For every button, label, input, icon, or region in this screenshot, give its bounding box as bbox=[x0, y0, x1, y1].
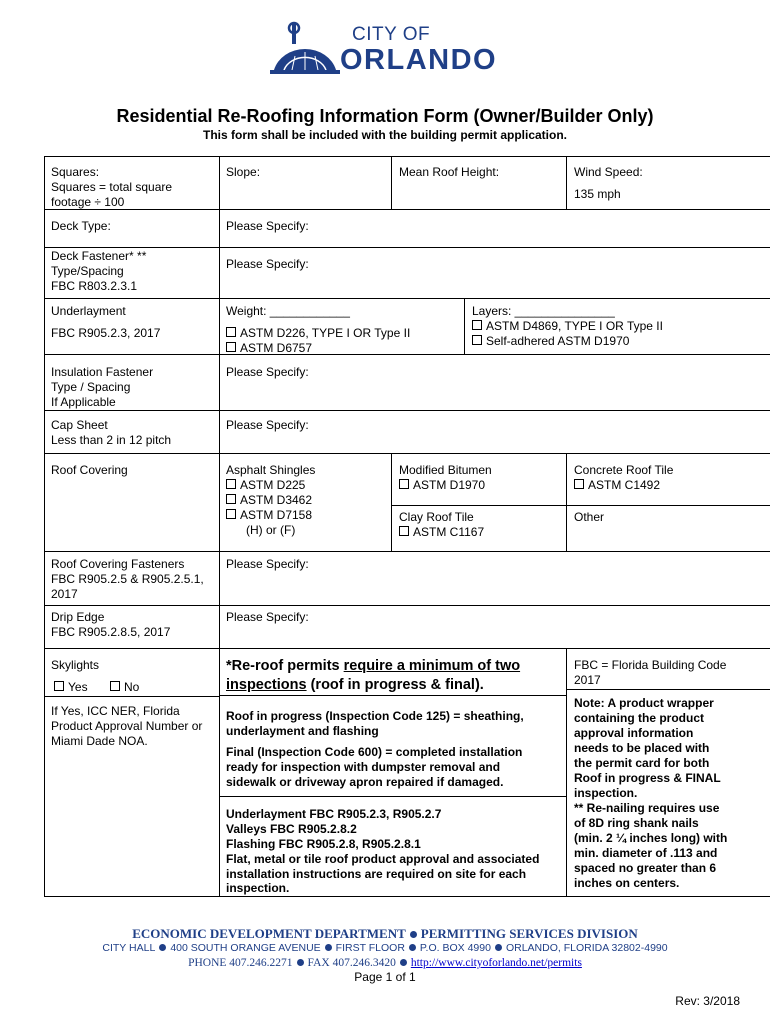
modified-bitumen-label: Modified Bitumen bbox=[399, 463, 492, 477]
asphalt-option-d3462[interactable]: ASTM D3462 bbox=[226, 493, 312, 508]
checkbox-icon[interactable] bbox=[226, 327, 236, 337]
cap-sheet-label: Cap Sheet bbox=[51, 418, 108, 432]
insulation-type: Type / Spacing bbox=[51, 380, 131, 394]
revision-date: Rev: 3/2018 bbox=[675, 994, 740, 1008]
if-yes-label: If Yes, ICC NER, Florida bbox=[51, 704, 180, 718]
logo-orlando-text: ORLANDO bbox=[340, 44, 498, 76]
city-hall-dome-icon bbox=[270, 20, 340, 76]
bullet-icon bbox=[325, 944, 332, 951]
note-line-1: Note: A product wrapper bbox=[574, 696, 714, 710]
codes-line-2: Valleys FBC R905.2.8.2 bbox=[226, 822, 357, 836]
codes-line-4: Flat, metal or tile roof product approval and associated bbox=[226, 852, 540, 866]
skylights-yes-option[interactable]: Yes bbox=[54, 680, 88, 695]
city-logo bbox=[270, 20, 510, 78]
checkbox-icon[interactable] bbox=[110, 681, 120, 691]
layers-option-d1970[interactable]: Self-adhered ASTM D1970 bbox=[472, 334, 629, 349]
concrete-tile-option[interactable]: ASTM C1492 bbox=[574, 478, 660, 493]
footer-address: CITY HALL 400 SOUTH ORANGE AVENUE FIRST FLOOR P.O. BOX 4990 ORLANDO, FLORIDA 32802-4990 bbox=[102, 942, 668, 954]
note-line-12: spaced no greater than 6 bbox=[574, 861, 717, 875]
if-yes-label-3: Miami Dade NOA. bbox=[51, 734, 148, 748]
weight-option-d6757[interactable]: ASTM D6757 bbox=[226, 341, 312, 356]
bullet-icon bbox=[410, 931, 417, 938]
checkbox-icon[interactable] bbox=[399, 479, 409, 489]
note-line-10: (min. 2 ¼ inches long) with bbox=[574, 831, 728, 845]
bullet-icon bbox=[159, 944, 166, 951]
clay-tile-label: Clay Roof Tile bbox=[399, 510, 474, 524]
deck-fastener-type: Type/Spacing bbox=[51, 264, 124, 278]
weight-option-d226[interactable]: ASTM D226, TYPE I OR Type II bbox=[226, 326, 410, 341]
final-line-2: ready for inspection with dumpster removal and bbox=[226, 760, 501, 774]
logo-city-text: CITY OF bbox=[352, 24, 431, 45]
note-line-13: inches on centers. bbox=[574, 876, 680, 890]
note-line-5: the permit card for both bbox=[574, 756, 710, 770]
permits-link[interactable]: http://www.cityoforlando.net/permits bbox=[410, 957, 582, 969]
drip-edge-code: FBC R905.2.8.5, 2017 bbox=[51, 625, 171, 639]
codes-line-1: Underlayment FBC R905.2.3, R905.2.7 bbox=[226, 807, 442, 821]
squares-label: Squares: bbox=[51, 165, 100, 179]
slope-field[interactable]: Slope: bbox=[226, 165, 261, 179]
page-number: Page 1 of 1 bbox=[354, 970, 416, 984]
in-progress-line-2: underlayment and flashing bbox=[226, 724, 379, 738]
footer-department: ECONOMIC DEVELOPMENT DEPARTMENT PERMITTING SERVICES DIVISION bbox=[132, 926, 638, 941]
cap-sheet-field[interactable]: Please Specify: bbox=[226, 418, 309, 432]
squares-formula-2: footage ÷ 100 bbox=[51, 195, 125, 209]
layers-field[interactable]: Layers: _______________ bbox=[472, 304, 615, 318]
codes-line-5: installation instructions are required on site for each bbox=[226, 867, 527, 881]
rc-fasteners-code: FBC R905.2.5 & R905.2.5.1, bbox=[51, 572, 204, 586]
note-line-11: min. diameter of .113 and bbox=[574, 846, 718, 860]
wind-speed-value: 135 mph bbox=[574, 187, 621, 201]
roof-covering-label: Roof Covering bbox=[51, 463, 128, 477]
drip-edge-label: Drip Edge bbox=[51, 610, 105, 624]
final-line-1: Final (Inspection Code 600) = completed installation bbox=[226, 745, 523, 759]
form-subtitle: This form shall be included with the building permit application. bbox=[202, 128, 568, 142]
bullet-icon bbox=[400, 959, 407, 966]
note-line-6: Roof in progress & FINAL bbox=[574, 771, 721, 785]
codes-line-3: Flashing FBC R905.2.8, R905.2.8.1 bbox=[226, 837, 421, 851]
skylights-no-option[interactable]: No bbox=[110, 680, 139, 695]
concrete-tile-label: Concrete Roof Tile bbox=[574, 463, 674, 477]
note-line-2: containing the product bbox=[574, 711, 704, 725]
bullet-icon bbox=[409, 944, 416, 951]
deck-type-label: Deck Type: bbox=[51, 219, 111, 233]
cap-sheet-note: Less than 2 in 12 pitch bbox=[51, 433, 172, 447]
underlayment-label: Underlayment bbox=[51, 304, 126, 318]
in-progress-line-1: Roof in progress (Inspection Code 125) = sheathing, bbox=[226, 709, 524, 723]
codes-line-6: inspection. bbox=[226, 881, 290, 895]
wind-speed-label: Wind Speed: bbox=[574, 165, 643, 179]
drip-edge-field[interactable]: Please Specify: bbox=[226, 610, 309, 624]
asphalt-option-d225[interactable]: ASTM D225 bbox=[226, 478, 305, 493]
checkbox-icon[interactable] bbox=[472, 335, 482, 345]
asphalt-shingles-label: Asphalt Shingles bbox=[226, 463, 316, 477]
weight-field[interactable]: Weight: ____________ bbox=[226, 304, 350, 318]
reroof-notice-line-1: *Re-roof permits require a minimum of two bbox=[226, 658, 521, 674]
checkbox-icon[interactable] bbox=[574, 479, 584, 489]
checkbox-icon[interactable] bbox=[226, 509, 236, 519]
rc-fasteners-year: 2017 bbox=[51, 587, 78, 601]
asphalt-option-d7158[interactable]: ASTM D7158 bbox=[226, 508, 312, 523]
asphalt-h-or-f: (H) or (F) bbox=[246, 523, 296, 537]
rc-fasteners-label: Roof Covering Fasteners bbox=[51, 557, 185, 571]
insulation-note: If Applicable bbox=[51, 395, 116, 409]
checkbox-icon[interactable] bbox=[399, 526, 409, 536]
clay-tile-option[interactable]: ASTM C1167 bbox=[399, 525, 484, 540]
checkbox-icon[interactable] bbox=[226, 342, 236, 352]
note-line-7: inspection. bbox=[574, 786, 638, 800]
if-yes-label-2: Product Approval Number or bbox=[51, 719, 203, 733]
footer-contact: PHONE 407.246.2271 FAX 407.246.3420 http://www.cityoforlando.net/permits bbox=[188, 957, 582, 969]
checkbox-icon[interactable] bbox=[226, 494, 236, 504]
deck-type-field[interactable]: Please Specify: bbox=[226, 219, 309, 233]
skylights-label: Skylights bbox=[51, 658, 100, 672]
checkbox-icon[interactable] bbox=[226, 479, 236, 489]
bullet-icon bbox=[297, 959, 304, 966]
underlayment-code: FBC R905.2.3, 2017 bbox=[51, 326, 161, 340]
insulation-label: Insulation Fastener bbox=[51, 365, 154, 379]
deck-fastener-label: Deck Fastener* ** bbox=[51, 249, 147, 263]
checkbox-icon[interactable] bbox=[472, 320, 482, 330]
reroof-notice-line-2: inspections (roof in progress & final). bbox=[226, 677, 484, 693]
note-line-8: ** Re-nailing requires use bbox=[574, 801, 720, 815]
deck-fastener-code: FBC R803.2.3.1 bbox=[51, 279, 138, 293]
note-line-4: needs to be placed with bbox=[574, 741, 710, 755]
rc-fasteners-field[interactable]: Please Specify: bbox=[226, 557, 309, 571]
note-line-3: approval information bbox=[574, 726, 694, 740]
layers-option-d4869[interactable]: ASTM D4869, TYPE I OR Type II bbox=[472, 319, 663, 334]
bullet-icon bbox=[495, 944, 502, 951]
final-line-3: sidewalk or driveway apron repaired if damaged. bbox=[226, 775, 504, 789]
checkbox-icon[interactable] bbox=[54, 681, 64, 691]
deck-fastener-field[interactable]: Please Specify: bbox=[226, 257, 309, 271]
squares-formula: Squares = total square bbox=[51, 180, 173, 194]
other-option[interactable]: Other bbox=[574, 510, 605, 524]
fbc-year: 2017 bbox=[574, 673, 601, 687]
form-title: Residential Re-Roofing Information Form (Owner/Builder Only) bbox=[116, 106, 654, 126]
fbc-definition: FBC = Florida Building Code bbox=[574, 658, 727, 672]
mean-roof-height-field[interactable]: Mean Roof Height: bbox=[399, 165, 500, 179]
note-line-9: of 8D ring shank nails bbox=[574, 816, 699, 830]
insulation-field[interactable]: Please Specify: bbox=[226, 365, 309, 379]
modified-bitumen-option[interactable]: ASTM D1970 bbox=[399, 478, 485, 493]
form-table bbox=[44, 156, 770, 897]
